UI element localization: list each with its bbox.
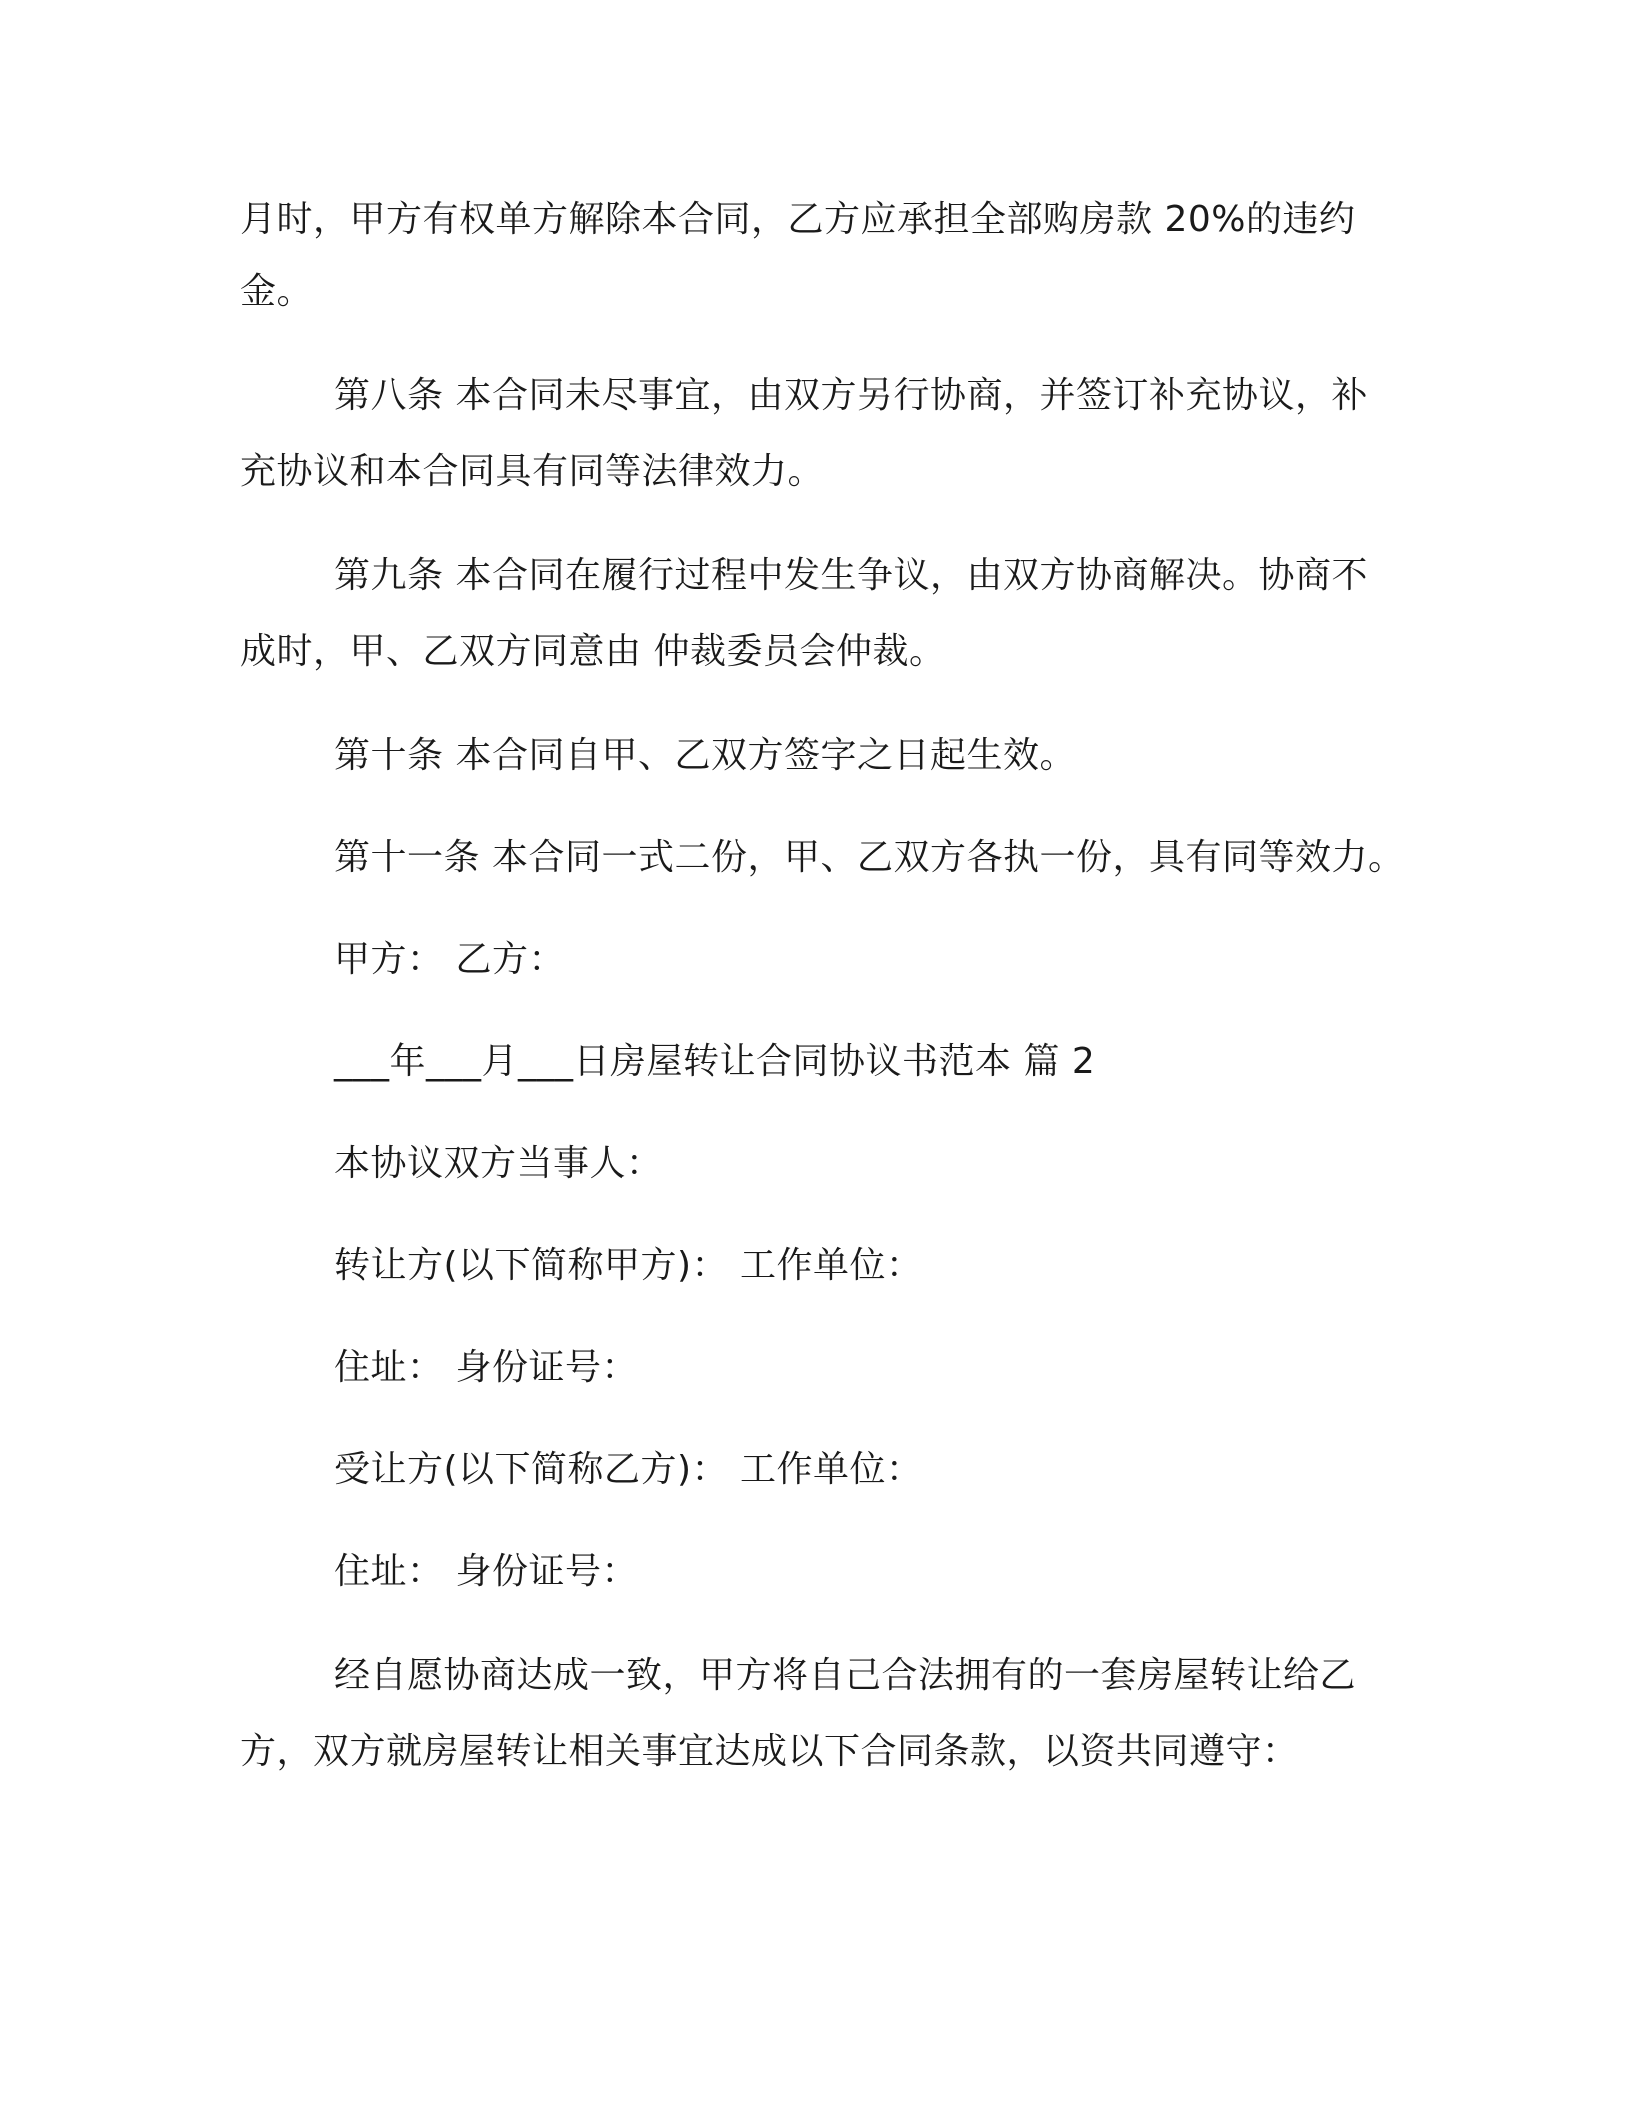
text-line: 充协议和本合同具有同等法律效力。 xyxy=(240,451,825,492)
transferor-line: 转让方(以下简称甲方)： 工作单位： xyxy=(334,1245,923,1286)
text-line: 金。 xyxy=(240,271,314,312)
transferor-address-line: 住址： 身份证号： xyxy=(334,1347,638,1388)
article-9-text: 第九条 本合同在履行过程中发生争议，由双方协商解决。协商不 xyxy=(334,555,1368,596)
article-11-text: 第十一条 本合同一式二份，甲、乙双方各执一份，具有同等效力。 xyxy=(334,837,1405,878)
agreement-intro: 经自愿协商达成一致，甲方将自己合法拥有的一套房屋转让给乙 xyxy=(334,1655,1357,1696)
text-line: 成时，甲、乙双方同意由 仲裁委员会仲裁。 xyxy=(240,631,946,672)
signature-parties: 甲方： 乙方： xyxy=(334,939,565,980)
article-8-text: 第八条 本合同未尽事宜，由双方另行协商，并签订补充协议，补 xyxy=(334,375,1368,416)
parties-heading: 本协议双方当事人： xyxy=(334,1143,663,1184)
date-and-title-line: ___年___月___日房屋转让合同协议书范本 篇 2 xyxy=(334,1041,1096,1082)
transferee-address-line: 住址： 身份证号： xyxy=(334,1551,638,1592)
text-line: 方，双方就房屋转让相关事宜达成以下合同条款，以资共同遵守： xyxy=(240,1731,1299,1772)
transferee-line: 受让方(以下简称乙方)： 工作单位： xyxy=(334,1449,923,1490)
article-10-text: 第十条 本合同自甲、乙双方签字之日起生效。 xyxy=(334,735,1076,776)
text-line: 月时，甲方有权单方解除本合同，乙方应承担全部购房款 20%的违约 xyxy=(240,199,1356,240)
